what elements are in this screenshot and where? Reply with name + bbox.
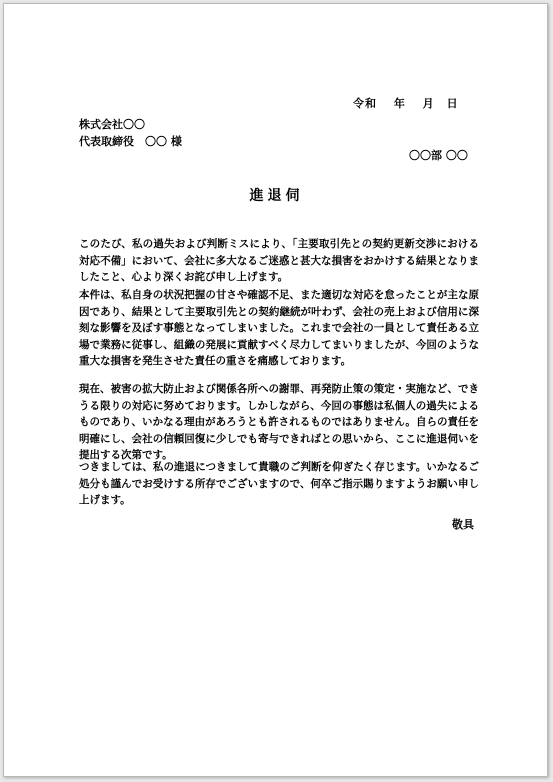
recipient-name: 代表取締役 〇〇 様 (79, 135, 182, 148)
document-page (3, 3, 548, 777)
letter-date: 令和 年 月 日 (353, 97, 459, 110)
body-paragraph: 現在、被害の拡大防止および関係各所への謝罪、再発防止策の策定・実施など、できうる限りの対応に努めております。しかしながら、今回の事態は私個人の過失によるものであり、いかなる理由があろうとも許されるものではありません。自らの責任を明確にし、会社の信頼回復に少しでも寄与できればとの思いから、ここに進退伺いを提出する次第です。 (79, 383, 479, 461)
body-paragraph: このたび、私の過失および判断ミスにより、「主要取引先との契約更新交渉における対応不備」において、会社に多大なるご迷惑と甚大な損害をおかけする結果となりましたこと、心より深くお詫び申し上げます。 (79, 238, 479, 283)
body-paragraph: 本件は、私自身の状況把握の甘さや確認不足、また適切な対応を怠ったことが主な原因であり、結果として主要取引先との契約継続が叶わず、会社の売上および信用に深刻な影響を及ぼす事態となってしまいました。これまで会社の一員として責任ある立場で業務に従事し、組織の発展に貢献すべく尽力してまいりましたが、今回のような重大な損害を発生させた責任の重さを痛感しております。 (79, 289, 479, 367)
recipient-company: 株式会社〇〇 (79, 118, 145, 131)
document-title: 進退伺 (249, 188, 304, 204)
body-paragraph: つきましては、私の進退につきまして貴職のご判断を仰ぎたく存じます。いかなるご処分も謹んでお受けする所存でございますので、何卒ご指示賜りますようお願い申し上げます。 (79, 461, 479, 506)
sender-name: 〇〇部 〇〇 (409, 149, 468, 162)
closing-remark: 敬具 (452, 518, 474, 531)
